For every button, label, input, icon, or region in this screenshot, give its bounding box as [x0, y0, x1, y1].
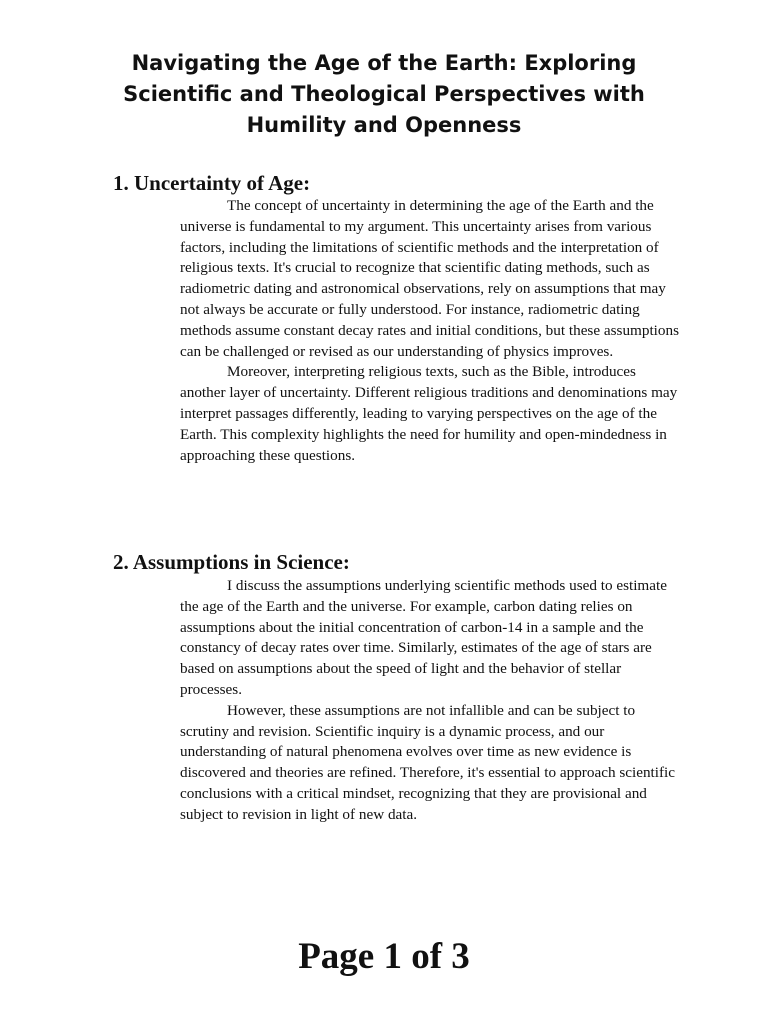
section-heading-assumptions-in-science: 2. Assumptions in Science:: [113, 550, 350, 574]
paragraph: The concept of uncertainty in determining the age of the Earth and the universe is fundamental to my argument. This uncertainty arises from various factors, including the limitations of scientific methods and the interpretation of religious texts. It's crucial to recognize that scientific dating methods, such as radiometric dating and astronomical observations, rely on assumptions that may not always be accurate or fully understood. For instance, radiometric dating methods assume constant decay rates and initial conditions, but these assumptions can be challenged or revised as our understanding of physics improves.: [180, 197, 679, 360]
page-number: Page 1 of 3: [298, 936, 470, 977]
document-title: Navigating the Age of the Earth: Exploring Scientific and Theological Perspectives with Humility and Openness: [123, 51, 645, 137]
section-body-uncertainty-of-age: [180, 196, 680, 466]
paragraph: I discuss the assumptions underlying scientific methods used to estimate the age of the Earth and the universe. For example, carbon dating relies on assumptions about the initial concentration of carbon-14 in a sample and the constancy of decay rates over time. Similarly, estimates of the age of stars are based on assumptions about the speed of light and the behavior of stellar processes.: [180, 577, 667, 698]
paragraph: However, these assumptions are not infallible and can be subject to scrutiny and revision. Scientific inquiry is a dynamic process, and our understanding of natural phenomena evolves over time as new evidence is discovered and theories are refined. Therefore, it's essential to approach scientific conclusions with a critical mindset, recognizing that they are provisional and subject to revision in light of new data.: [180, 701, 675, 823]
section-body-assumptions-in-science: [180, 576, 680, 826]
section-heading-uncertainty-of-age: 1. Uncertainty of Age:: [113, 171, 311, 195]
paragraph: Moreover, interpreting religious texts, such as the Bible, introduces another layer of uncertainty. Different religious traditions and denominations may interpret passages differently, leading to varying perspectives on the age of the Earth. This complexity highlights the need for humility and open-mindedness in approaching these questions.: [180, 363, 678, 464]
